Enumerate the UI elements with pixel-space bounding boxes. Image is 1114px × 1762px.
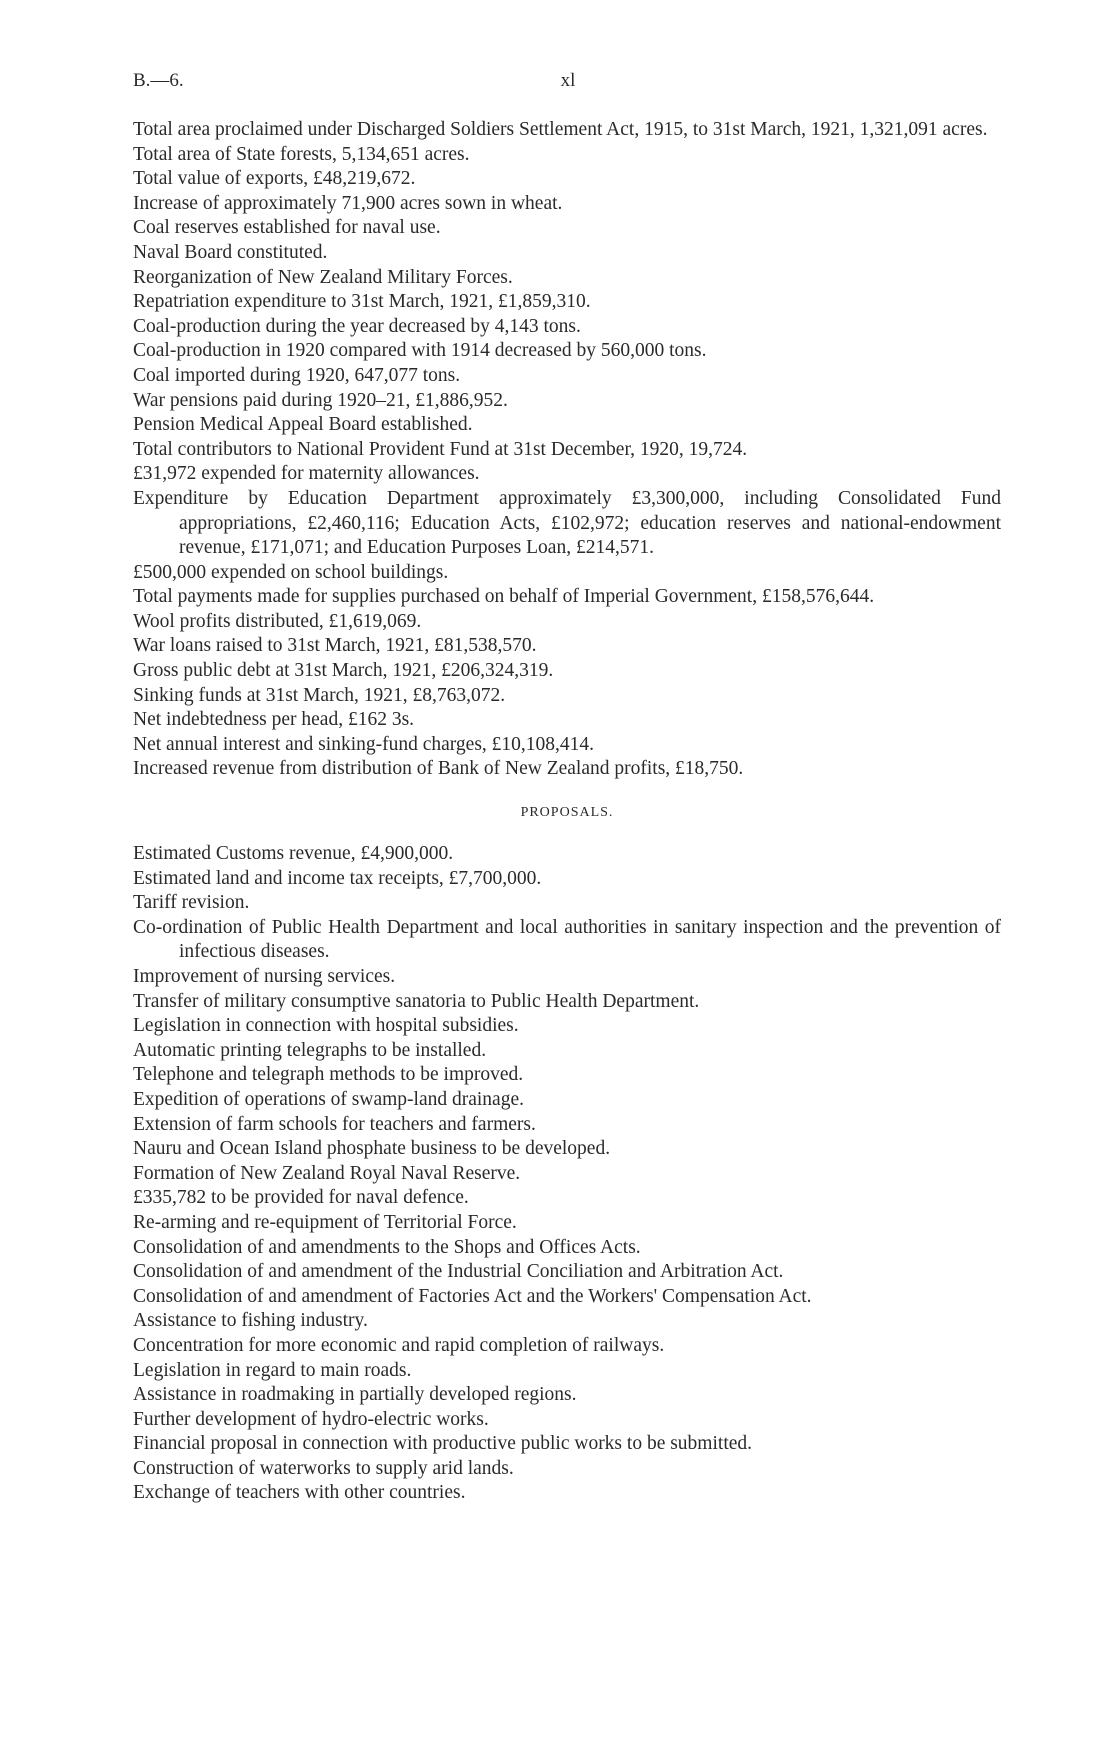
achievements-list <box>133 118 1001 782</box>
list-item: Pension Medical Appeal Board established. <box>133 414 473 436</box>
list-item: Consolidation of and amendment of Factories Act and the Workers' Compensation Act. <box>133 1285 812 1307</box>
list-item: £31,972 expended for maternity allowances. <box>133 463 480 485</box>
page-number: xl <box>560 70 576 91</box>
list-item: Wool profits distributed, £1,619,069. <box>133 610 422 632</box>
list-item: Total area proclaimed under Discharged Soldiers Settlement Act, 1915, to 31st March, 1921, 1,321,091 acres. <box>133 119 988 140</box>
list-item: £500,000 expended on school buildings. <box>133 561 449 583</box>
proposals-heading: PROPOSALS. <box>520 805 614 821</box>
list-item: £335,782 to be provided for naval defence. <box>133 1187 469 1209</box>
list-item: Coal-production during the year decreased by 4,143 tons. <box>133 315 581 337</box>
list-item: Telephone and telegraph methods to be improved. <box>133 1064 524 1086</box>
list-item: Extension of farm schools for teachers and farmers. <box>133 1113 536 1135</box>
list-item: Legislation in regard to main roads. <box>133 1359 412 1381</box>
list-item: Coal reserves established for naval use. <box>133 217 441 239</box>
list-item: Construction of waterworks to supply arid lands. <box>133 1457 514 1479</box>
list-item: Estimated Customs revenue, £4,900,000. <box>133 843 454 865</box>
list-item: Improvement of nursing services. <box>133 966 396 987</box>
list-item: Nauru and Ocean Island phosphate business to be developed. <box>133 1138 611 1160</box>
document-reference: B.—6. <box>133 70 184 91</box>
list-item: Consolidation of and amendment of the Industrial Conciliation and Arbitration Act. <box>133 1261 784 1283</box>
page-content <box>133 118 1001 1506</box>
list-item: Estimated land and income tax receipts, £7,700,000. <box>133 867 542 889</box>
list-item: Sinking funds at 31st March, 1921, £8,763,072. <box>133 684 506 706</box>
list-item: Total value of exports, £48,219,672. <box>133 168 416 190</box>
list-item: Co-ordination of Public Health Department and local authorities in sanitary inspection and the prevention of infectious diseases. <box>133 916 1001 963</box>
list-item: Coal-production in 1920 compared with 1914 decreased by 560,000 tons. <box>133 340 707 362</box>
list-item: Expedition of operations of swamp-land drainage. <box>133 1088 524 1110</box>
list-item: Exchange of teachers with other countries. <box>133 1482 466 1504</box>
list-item: Repatriation expenditure to 31st March, 1921, £1,859,310. <box>133 291 591 313</box>
list-item: Further development of hydro-electric works. <box>133 1408 489 1430</box>
list-item: Transfer of military consumptive sanatoria to Public Health Department. <box>133 990 700 1012</box>
list-item: Re-arming and re-equipment of Territorial Force. <box>133 1211 517 1233</box>
list-item: Total area of State forests, 5,134,651 acres. <box>133 143 470 165</box>
list-item: Expenditure by Education Department approximately £3,300,000, including Consolidated Fund appropriations, £2,460,116; Education Acts, £102,972; education reserves and national-endowment revenue, £171,071; and Education Purposes Loan, £214,571. <box>133 487 1001 559</box>
list-item: Tariff revision. <box>133 892 250 914</box>
list-item: Total contributors to National Provident Fund at 31st December, 1920, 19,724. <box>133 438 748 460</box>
list-item: Consolidation of and amendments to the Shops and Offices Acts. <box>133 1236 641 1258</box>
list-item: Legislation in connection with hospital subsidies. <box>133 1015 519 1037</box>
list-item: War pensions paid during 1920–21, £1,886,952. <box>133 389 508 411</box>
list-item: Formation of New Zealand Royal Naval Reserve. <box>133 1162 521 1184</box>
list-item: Gross public debt at 31st March, 1921, £206,324,319. <box>133 660 554 682</box>
list-item: Concentration for more economic and rapid completion of railways. <box>133 1334 665 1356</box>
list-item: Financial proposal in connection with productive public works to be submitted. <box>133 1433 753 1455</box>
page-header <box>133 70 1003 96</box>
list-item: Assistance in roadmaking in partially developed regions. <box>133 1384 577 1406</box>
list-item: Coal imported during 1920, 647,077 tons. <box>133 364 461 386</box>
list-item: Total payments made for supplies purchased on behalf of Imperial Government, £158,576,644. <box>133 586 875 608</box>
list-item: Naval Board constituted. <box>133 241 328 263</box>
list-item: Automatic printing telegraphs to be installed. <box>133 1039 487 1061</box>
list-item: Reorganization of New Zealand Military Forces. <box>133 266 513 288</box>
list-item: Net indebtedness per head, £162 3s. <box>133 709 415 731</box>
list-item: Increase of approximately 71,900 acres sown in wheat. <box>133 192 563 214</box>
proposals-list <box>133 842 1001 1506</box>
list-item: Net annual interest and sinking-fund charges, £10,108,414. <box>133 733 595 755</box>
list-item: Increased revenue from distribution of Bank of New Zealand profits, £18,750. <box>133 758 744 780</box>
list-item: Assistance to fishing industry. <box>133 1310 368 1332</box>
list-item: War loans raised to 31st March, 1921, £81,538,570. <box>133 635 537 657</box>
